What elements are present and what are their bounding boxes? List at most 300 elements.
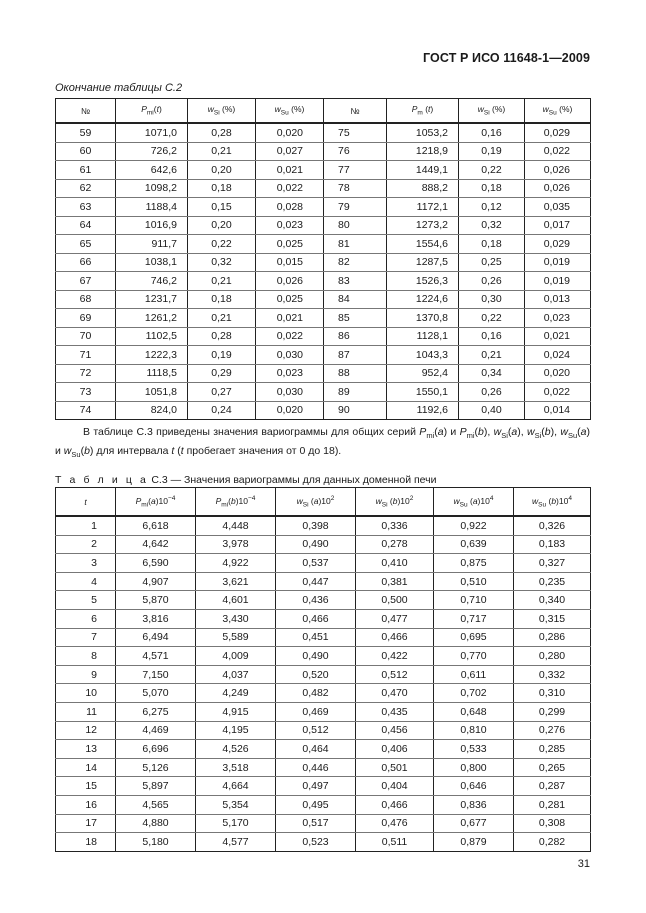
cell-wsi: 0,27 bbox=[188, 383, 256, 402]
cell-no: 62 bbox=[56, 179, 116, 198]
cell-wsi-a: 0,466 bbox=[276, 609, 356, 628]
table-row bbox=[56, 346, 591, 365]
cell-t: 11 bbox=[56, 702, 116, 721]
cell-pm-2: 1053,2 bbox=[387, 123, 459, 142]
col-header-pmi-a: $P_{mi}(a)10^{-4}$ bbox=[116, 488, 196, 517]
table-row bbox=[56, 383, 591, 402]
table-row bbox=[56, 609, 591, 628]
cell-pmi: 746,2 bbox=[116, 272, 188, 291]
cell-wsi-a: 0,495 bbox=[276, 795, 356, 814]
cell-pm-2: 1273,2 bbox=[387, 216, 459, 235]
cell-wsu-2: 0,020 bbox=[525, 364, 591, 383]
col-header-no: № bbox=[56, 99, 116, 124]
cell-wsu-b: 0,299 bbox=[514, 702, 591, 721]
cell-wsi-b: 0,456 bbox=[356, 721, 434, 740]
cell-pm-2: 1128,1 bbox=[387, 327, 459, 346]
cell-t: 17 bbox=[56, 814, 116, 833]
cell-pmi-a: 4,571 bbox=[116, 647, 196, 666]
cell-wsu-a: 0,800 bbox=[434, 758, 514, 777]
col-header-pm-2: $P_m$ (t) bbox=[387, 99, 459, 124]
cell-pmi: 726,2 bbox=[116, 142, 188, 161]
cell-wsu-2: 0,021 bbox=[525, 327, 591, 346]
cell-wsu-2: 0,026 bbox=[525, 179, 591, 198]
cell-wsu-a: 0,702 bbox=[434, 684, 514, 703]
col-header-wsu-a: $w_{Su}$ $(a)10^4$ bbox=[434, 488, 514, 517]
cell-pm-2: 1287,5 bbox=[387, 253, 459, 272]
cell-pmi-a: 6,696 bbox=[116, 740, 196, 759]
cell-no-2: 89 bbox=[324, 383, 387, 402]
cell-pmi: 1071,0 bbox=[116, 123, 188, 142]
cell-wsu: 0,026 bbox=[256, 272, 324, 291]
cell-wsi-b: 0,278 bbox=[356, 535, 434, 554]
cell-wsu-b: 0,340 bbox=[514, 591, 591, 610]
cell-wsi-a: 0,446 bbox=[276, 758, 356, 777]
table-row bbox=[56, 833, 591, 852]
cell-wsi-b: 0,477 bbox=[356, 609, 434, 628]
cell-t: 12 bbox=[56, 721, 116, 740]
cell-wsi-2: 0,32 bbox=[459, 216, 525, 235]
cell-wsu-b: 0,286 bbox=[514, 628, 591, 647]
cell-wsi-a: 0,523 bbox=[276, 833, 356, 852]
table-row bbox=[56, 516, 591, 535]
cell-wsi: 0,18 bbox=[188, 179, 256, 198]
cell-wsu-2: 0,029 bbox=[525, 123, 591, 142]
cell-pmi-b: 3,518 bbox=[196, 758, 276, 777]
col-header-wsi-a: $w_{Si}$ $(a)10^2$ bbox=[276, 488, 356, 517]
table-row bbox=[56, 777, 591, 796]
cell-wsu-a: 0,710 bbox=[434, 591, 514, 610]
cell-pmi-a: 5,180 bbox=[116, 833, 196, 852]
cell-pmi-b: 4,037 bbox=[196, 665, 276, 684]
table-row bbox=[56, 702, 591, 721]
cell-no-2: 75 bbox=[324, 123, 387, 142]
cell-pmi-b: 3,621 bbox=[196, 572, 276, 591]
cell-wsu-a: 0,677 bbox=[434, 814, 514, 833]
cell-pmi-b: 4,448 bbox=[196, 516, 276, 535]
cell-wsu-a: 0,648 bbox=[434, 702, 514, 721]
cell-pmi-b: 4,922 bbox=[196, 554, 276, 573]
cell-no: 68 bbox=[56, 290, 116, 309]
cell-wsi-b: 0,466 bbox=[356, 795, 434, 814]
cell-wsi: 0,21 bbox=[188, 272, 256, 291]
cell-wsu-b: 0,287 bbox=[514, 777, 591, 796]
cell-pmi: 911,7 bbox=[116, 235, 188, 254]
cell-wsu-a: 0,510 bbox=[434, 572, 514, 591]
cell-wsi-a: 0,497 bbox=[276, 777, 356, 796]
cell-no: 70 bbox=[56, 327, 116, 346]
table-row bbox=[56, 161, 591, 180]
cell-wsu-a: 0,770 bbox=[434, 647, 514, 666]
table-row bbox=[56, 142, 591, 161]
body-paragraph: В таблице С.3 приведены значения вариограммы для общих серий $P_{mi}(a)$ и $P_{mi}(b)$, $w_{Si}(a)$, $w_{Si}(b)$, $w_{Su}(a)$ и $w_{Su}(b)$ для интервала t (t пробегает значения от 0 до 18). bbox=[55, 426, 590, 459]
cell-wsu-b: 0,265 bbox=[514, 758, 591, 777]
cell-pmi-a: 4,880 bbox=[116, 814, 196, 833]
cell-wsu-a: 0,879 bbox=[434, 833, 514, 852]
cell-wsu: 0,025 bbox=[256, 290, 324, 309]
cell-pmi-a: 7,150 bbox=[116, 665, 196, 684]
cell-wsu-2: 0,013 bbox=[525, 290, 591, 309]
cell-wsu: 0,015 bbox=[256, 253, 324, 272]
cell-wsi-a: 0,537 bbox=[276, 554, 356, 573]
cell-wsi-b: 0,404 bbox=[356, 777, 434, 796]
cell-wsi-2: 0,26 bbox=[459, 272, 525, 291]
table-row bbox=[56, 272, 591, 291]
cell-no-2: 85 bbox=[324, 309, 387, 328]
cell-pmi: 824,0 bbox=[116, 401, 188, 420]
cell-t: 10 bbox=[56, 684, 116, 703]
cell-wsu: 0,021 bbox=[256, 309, 324, 328]
cell-t: 1 bbox=[56, 516, 116, 535]
cell-wsi: 0,21 bbox=[188, 142, 256, 161]
cell-pmi: 1038,1 bbox=[116, 253, 188, 272]
table-row bbox=[56, 401, 591, 420]
cell-pmi-a: 4,642 bbox=[116, 535, 196, 554]
table-c3-body bbox=[56, 516, 591, 851]
cell-pmi-b: 5,170 bbox=[196, 814, 276, 833]
cell-pm-2: 1370,8 bbox=[387, 309, 459, 328]
cell-pm-2: 1449,1 bbox=[387, 161, 459, 180]
cell-pm-2: 1224,6 bbox=[387, 290, 459, 309]
table-c3-header-row bbox=[56, 488, 591, 517]
cell-wsi-b: 0,406 bbox=[356, 740, 434, 759]
cell-wsu-2: 0,022 bbox=[525, 142, 591, 161]
cell-pmi-a: 6,275 bbox=[116, 702, 196, 721]
cell-wsi-a: 0,520 bbox=[276, 665, 356, 684]
cell-no-2: 83 bbox=[324, 272, 387, 291]
cell-wsi: 0,28 bbox=[188, 327, 256, 346]
cell-no-2: 86 bbox=[324, 327, 387, 346]
cell-pmi-a: 6,494 bbox=[116, 628, 196, 647]
cell-wsu-2: 0,026 bbox=[525, 161, 591, 180]
cell-wsu: 0,023 bbox=[256, 364, 324, 383]
cell-wsi: 0,22 bbox=[188, 235, 256, 254]
table-row bbox=[56, 290, 591, 309]
cell-pmi-b: 4,009 bbox=[196, 647, 276, 666]
cell-wsu-2: 0,022 bbox=[525, 383, 591, 402]
cell-wsi: 0,19 bbox=[188, 346, 256, 365]
table-row bbox=[56, 572, 591, 591]
cell-no: 72 bbox=[56, 364, 116, 383]
cell-wsu-b: 0,183 bbox=[514, 535, 591, 554]
cell-no-2: 84 bbox=[324, 290, 387, 309]
cell-pm-2: 1192,6 bbox=[387, 401, 459, 420]
cell-no-2: 78 bbox=[324, 179, 387, 198]
cell-pmi: 1118,5 bbox=[116, 364, 188, 383]
cell-pm-2: 1043,3 bbox=[387, 346, 459, 365]
cell-t: 18 bbox=[56, 833, 116, 852]
cell-wsi-a: 0,490 bbox=[276, 535, 356, 554]
cell-pm-2: 1218,9 bbox=[387, 142, 459, 161]
table-c2-caption: Окончание таблицы С.2 bbox=[55, 82, 183, 94]
table-row bbox=[56, 235, 591, 254]
cell-no: 63 bbox=[56, 198, 116, 217]
cell-wsi-a: 0,464 bbox=[276, 740, 356, 759]
cell-pmi-a: 5,870 bbox=[116, 591, 196, 610]
cell-wsu-a: 0,875 bbox=[434, 554, 514, 573]
cell-wsi-2: 0,12 bbox=[459, 198, 525, 217]
cell-wsi-a: 0,490 bbox=[276, 647, 356, 666]
col-header-wsi: $w_{Si}$ (%) bbox=[188, 99, 256, 124]
cell-no-2: 90 bbox=[324, 401, 387, 420]
cell-wsi-a: 0,482 bbox=[276, 684, 356, 703]
cell-pmi-a: 3,816 bbox=[116, 609, 196, 628]
cell-wsu: 0,025 bbox=[256, 235, 324, 254]
col-header-wsu-b: $w_{Su}$ $(b)10^4$ bbox=[514, 488, 591, 517]
cell-no-2: 79 bbox=[324, 198, 387, 217]
table-row bbox=[56, 309, 591, 328]
cell-wsu: 0,027 bbox=[256, 142, 324, 161]
table-row bbox=[56, 591, 591, 610]
cell-pmi-a: 5,897 bbox=[116, 777, 196, 796]
cell-t: 6 bbox=[56, 609, 116, 628]
cell-wsi-b: 0,500 bbox=[356, 591, 434, 610]
cell-wsi-b: 0,501 bbox=[356, 758, 434, 777]
cell-pmi: 1188,4 bbox=[116, 198, 188, 217]
cell-wsu: 0,030 bbox=[256, 346, 324, 365]
cell-pm-2: 1526,3 bbox=[387, 272, 459, 291]
cell-t: 13 bbox=[56, 740, 116, 759]
col-header-wsu: $w_{Su}$ (%) bbox=[256, 99, 324, 124]
cell-wsu-b: 0,281 bbox=[514, 795, 591, 814]
cell-pmi-a: 5,126 bbox=[116, 758, 196, 777]
cell-wsi-b: 0,381 bbox=[356, 572, 434, 591]
cell-pm-2: 1554,6 bbox=[387, 235, 459, 254]
cell-wsi-b: 0,512 bbox=[356, 665, 434, 684]
cell-wsu-b: 0,235 bbox=[514, 572, 591, 591]
cell-pmi-b: 5,354 bbox=[196, 795, 276, 814]
cell-wsu-2: 0,019 bbox=[525, 272, 591, 291]
cell-wsu-2: 0,024 bbox=[525, 346, 591, 365]
cell-pmi-b: 4,601 bbox=[196, 591, 276, 610]
cell-pmi-b: 4,664 bbox=[196, 777, 276, 796]
col-header-pmi-b: $P_{mi}(b)10^{-4}$ bbox=[196, 488, 276, 517]
cell-no: 74 bbox=[56, 401, 116, 420]
cell-wsu-a: 0,810 bbox=[434, 721, 514, 740]
cell-wsi-a: 0,398 bbox=[276, 516, 356, 535]
cell-wsi: 0,15 bbox=[188, 198, 256, 217]
cell-wsu-b: 0,315 bbox=[514, 609, 591, 628]
table-row bbox=[56, 123, 591, 142]
table-c3-caption-text: С.3 — Значения вариограммы для данных доменной печи bbox=[151, 474, 437, 486]
cell-wsi-2: 0,16 bbox=[459, 123, 525, 142]
cell-wsu-b: 0,276 bbox=[514, 721, 591, 740]
cell-wsi: 0,21 bbox=[188, 309, 256, 328]
cell-wsu-b: 0,326 bbox=[514, 516, 591, 535]
cell-t: 14 bbox=[56, 758, 116, 777]
cell-pmi: 1231,7 bbox=[116, 290, 188, 309]
cell-wsi: 0,28 bbox=[188, 123, 256, 142]
table-row bbox=[56, 758, 591, 777]
cell-wsi-b: 0,435 bbox=[356, 702, 434, 721]
cell-no-2: 82 bbox=[324, 253, 387, 272]
table-row bbox=[56, 179, 591, 198]
table-row bbox=[56, 814, 591, 833]
cell-pmi: 1098,2 bbox=[116, 179, 188, 198]
table-row bbox=[56, 665, 591, 684]
cell-wsi-b: 0,410 bbox=[356, 554, 434, 573]
cell-pmi: 1222,3 bbox=[116, 346, 188, 365]
cell-wsu: 0,023 bbox=[256, 216, 324, 235]
cell-pm-2: 888,2 bbox=[387, 179, 459, 198]
cell-wsu-2: 0,035 bbox=[525, 198, 591, 217]
cell-no: 60 bbox=[56, 142, 116, 161]
col-header-wsi-2: $w_{Si}$ (%) bbox=[459, 99, 525, 124]
cell-no: 73 bbox=[56, 383, 116, 402]
cell-wsu-b: 0,310 bbox=[514, 684, 591, 703]
cell-wsi-a: 0,436 bbox=[276, 591, 356, 610]
cell-wsi-2: 0,18 bbox=[459, 179, 525, 198]
cell-wsu-b: 0,285 bbox=[514, 740, 591, 759]
table-c2 bbox=[55, 98, 591, 420]
cell-wsu-b: 0,332 bbox=[514, 665, 591, 684]
table-row bbox=[56, 628, 591, 647]
cell-wsu-2: 0,029 bbox=[525, 235, 591, 254]
cell-wsi-2: 0,22 bbox=[459, 161, 525, 180]
cell-wsi: 0,24 bbox=[188, 401, 256, 420]
cell-pmi: 642,6 bbox=[116, 161, 188, 180]
cell-pmi-a: 4,469 bbox=[116, 721, 196, 740]
cell-wsi-2: 0,21 bbox=[459, 346, 525, 365]
cell-wsu-b: 0,327 bbox=[514, 554, 591, 573]
cell-wsu-a: 0,922 bbox=[434, 516, 514, 535]
cell-wsi-a: 0,469 bbox=[276, 702, 356, 721]
cell-pmi-a: 6,590 bbox=[116, 554, 196, 573]
cell-no-2: 87 bbox=[324, 346, 387, 365]
cell-t: 9 bbox=[56, 665, 116, 684]
table-c3-caption-label: Т а б л и ц а bbox=[55, 474, 149, 486]
cell-wsu-b: 0,308 bbox=[514, 814, 591, 833]
cell-wsi-2: 0,34 bbox=[459, 364, 525, 383]
cell-wsi-b: 0,466 bbox=[356, 628, 434, 647]
cell-wsu-a: 0,639 bbox=[434, 535, 514, 554]
cell-wsi-2: 0,18 bbox=[459, 235, 525, 254]
cell-pmi-b: 4,195 bbox=[196, 721, 276, 740]
col-header-t: t bbox=[56, 488, 116, 517]
cell-wsu-2: 0,014 bbox=[525, 401, 591, 420]
table-row bbox=[56, 364, 591, 383]
cell-pmi: 1051,8 bbox=[116, 383, 188, 402]
cell-wsu-2: 0,023 bbox=[525, 309, 591, 328]
cell-wsi-a: 0,447 bbox=[276, 572, 356, 591]
cell-wsu-b: 0,282 bbox=[514, 833, 591, 852]
table-row bbox=[56, 216, 591, 235]
cell-wsu-a: 0,646 bbox=[434, 777, 514, 796]
table-c3-caption bbox=[55, 474, 437, 486]
cell-wsi-a: 0,451 bbox=[276, 628, 356, 647]
table-c2-body bbox=[56, 123, 591, 420]
cell-pmi-a: 4,907 bbox=[116, 572, 196, 591]
col-header-wsi-b: $w_{Si}$ $(b)10^2$ bbox=[356, 488, 434, 517]
cell-wsi-2: 0,26 bbox=[459, 383, 525, 402]
cell-pmi-b: 4,249 bbox=[196, 684, 276, 703]
table-c3 bbox=[55, 487, 591, 852]
cell-wsu: 0,022 bbox=[256, 327, 324, 346]
document-header: ГОСТ Р ИСО 11648-1—2009 bbox=[423, 51, 590, 65]
cell-t: 2 bbox=[56, 535, 116, 554]
cell-t: 15 bbox=[56, 777, 116, 796]
cell-pmi: 1102,5 bbox=[116, 327, 188, 346]
cell-wsu-2: 0,017 bbox=[525, 216, 591, 235]
cell-t: 16 bbox=[56, 795, 116, 814]
cell-pm-2: 1550,1 bbox=[387, 383, 459, 402]
cell-no: 66 bbox=[56, 253, 116, 272]
cell-wsi-a: 0,517 bbox=[276, 814, 356, 833]
cell-no-2: 88 bbox=[324, 364, 387, 383]
cell-no: 64 bbox=[56, 216, 116, 235]
cell-wsi-2: 0,40 bbox=[459, 401, 525, 420]
cell-wsu-a: 0,695 bbox=[434, 628, 514, 647]
cell-no: 59 bbox=[56, 123, 116, 142]
cell-wsi-2: 0,16 bbox=[459, 327, 525, 346]
cell-wsi: 0,18 bbox=[188, 290, 256, 309]
cell-wsi-a: 0,512 bbox=[276, 721, 356, 740]
cell-pm-2: 952,4 bbox=[387, 364, 459, 383]
cell-wsu-a: 0,611 bbox=[434, 665, 514, 684]
cell-pmi-a: 4,565 bbox=[116, 795, 196, 814]
table-row bbox=[56, 554, 591, 573]
cell-pmi-b: 4,577 bbox=[196, 833, 276, 852]
cell-no: 65 bbox=[56, 235, 116, 254]
table-row bbox=[56, 535, 591, 554]
cell-t: 7 bbox=[56, 628, 116, 647]
cell-wsu: 0,021 bbox=[256, 161, 324, 180]
cell-no: 67 bbox=[56, 272, 116, 291]
col-header-no-2: № bbox=[324, 99, 387, 124]
cell-pmi-b: 3,978 bbox=[196, 535, 276, 554]
cell-wsu: 0,022 bbox=[256, 179, 324, 198]
cell-pmi-a: 5,070 bbox=[116, 684, 196, 703]
cell-no: 61 bbox=[56, 161, 116, 180]
table-row bbox=[56, 684, 591, 703]
cell-t: 3 bbox=[56, 554, 116, 573]
cell-no-2: 77 bbox=[324, 161, 387, 180]
cell-wsi-2: 0,30 bbox=[459, 290, 525, 309]
cell-wsi-2: 0,19 bbox=[459, 142, 525, 161]
cell-wsu: 0,020 bbox=[256, 401, 324, 420]
table-row bbox=[56, 327, 591, 346]
cell-no-2: 81 bbox=[324, 235, 387, 254]
cell-t: 4 bbox=[56, 572, 116, 591]
cell-pmi: 1016,9 bbox=[116, 216, 188, 235]
table-row bbox=[56, 253, 591, 272]
cell-wsi-b: 0,511 bbox=[356, 833, 434, 852]
cell-pm-2: 1172,1 bbox=[387, 198, 459, 217]
cell-pmi-a: 6,618 bbox=[116, 516, 196, 535]
cell-wsu-a: 0,836 bbox=[434, 795, 514, 814]
table-c2-header-row bbox=[56, 99, 591, 124]
cell-pmi-b: 4,526 bbox=[196, 740, 276, 759]
cell-no-2: 76 bbox=[324, 142, 387, 161]
cell-wsu: 0,030 bbox=[256, 383, 324, 402]
cell-wsu: 0,028 bbox=[256, 198, 324, 217]
cell-wsi-b: 0,336 bbox=[356, 516, 434, 535]
cell-wsi: 0,29 bbox=[188, 364, 256, 383]
cell-wsi-b: 0,422 bbox=[356, 647, 434, 666]
cell-wsu: 0,020 bbox=[256, 123, 324, 142]
col-header-pmi: $P_{mi}(t)$ bbox=[116, 99, 188, 124]
cell-wsi-2: 0,22 bbox=[459, 309, 525, 328]
cell-wsi-2: 0,25 bbox=[459, 253, 525, 272]
cell-wsu-a: 0,717 bbox=[434, 609, 514, 628]
cell-wsi: 0,32 bbox=[188, 253, 256, 272]
cell-t: 8 bbox=[56, 647, 116, 666]
cell-pmi-b: 4,915 bbox=[196, 702, 276, 721]
cell-wsi-b: 0,476 bbox=[356, 814, 434, 833]
cell-pmi-b: 3,430 bbox=[196, 609, 276, 628]
table-row bbox=[56, 647, 591, 666]
table-row bbox=[56, 740, 591, 759]
col-header-wsu-2: $w_{Su}$ (%) bbox=[525, 99, 591, 124]
